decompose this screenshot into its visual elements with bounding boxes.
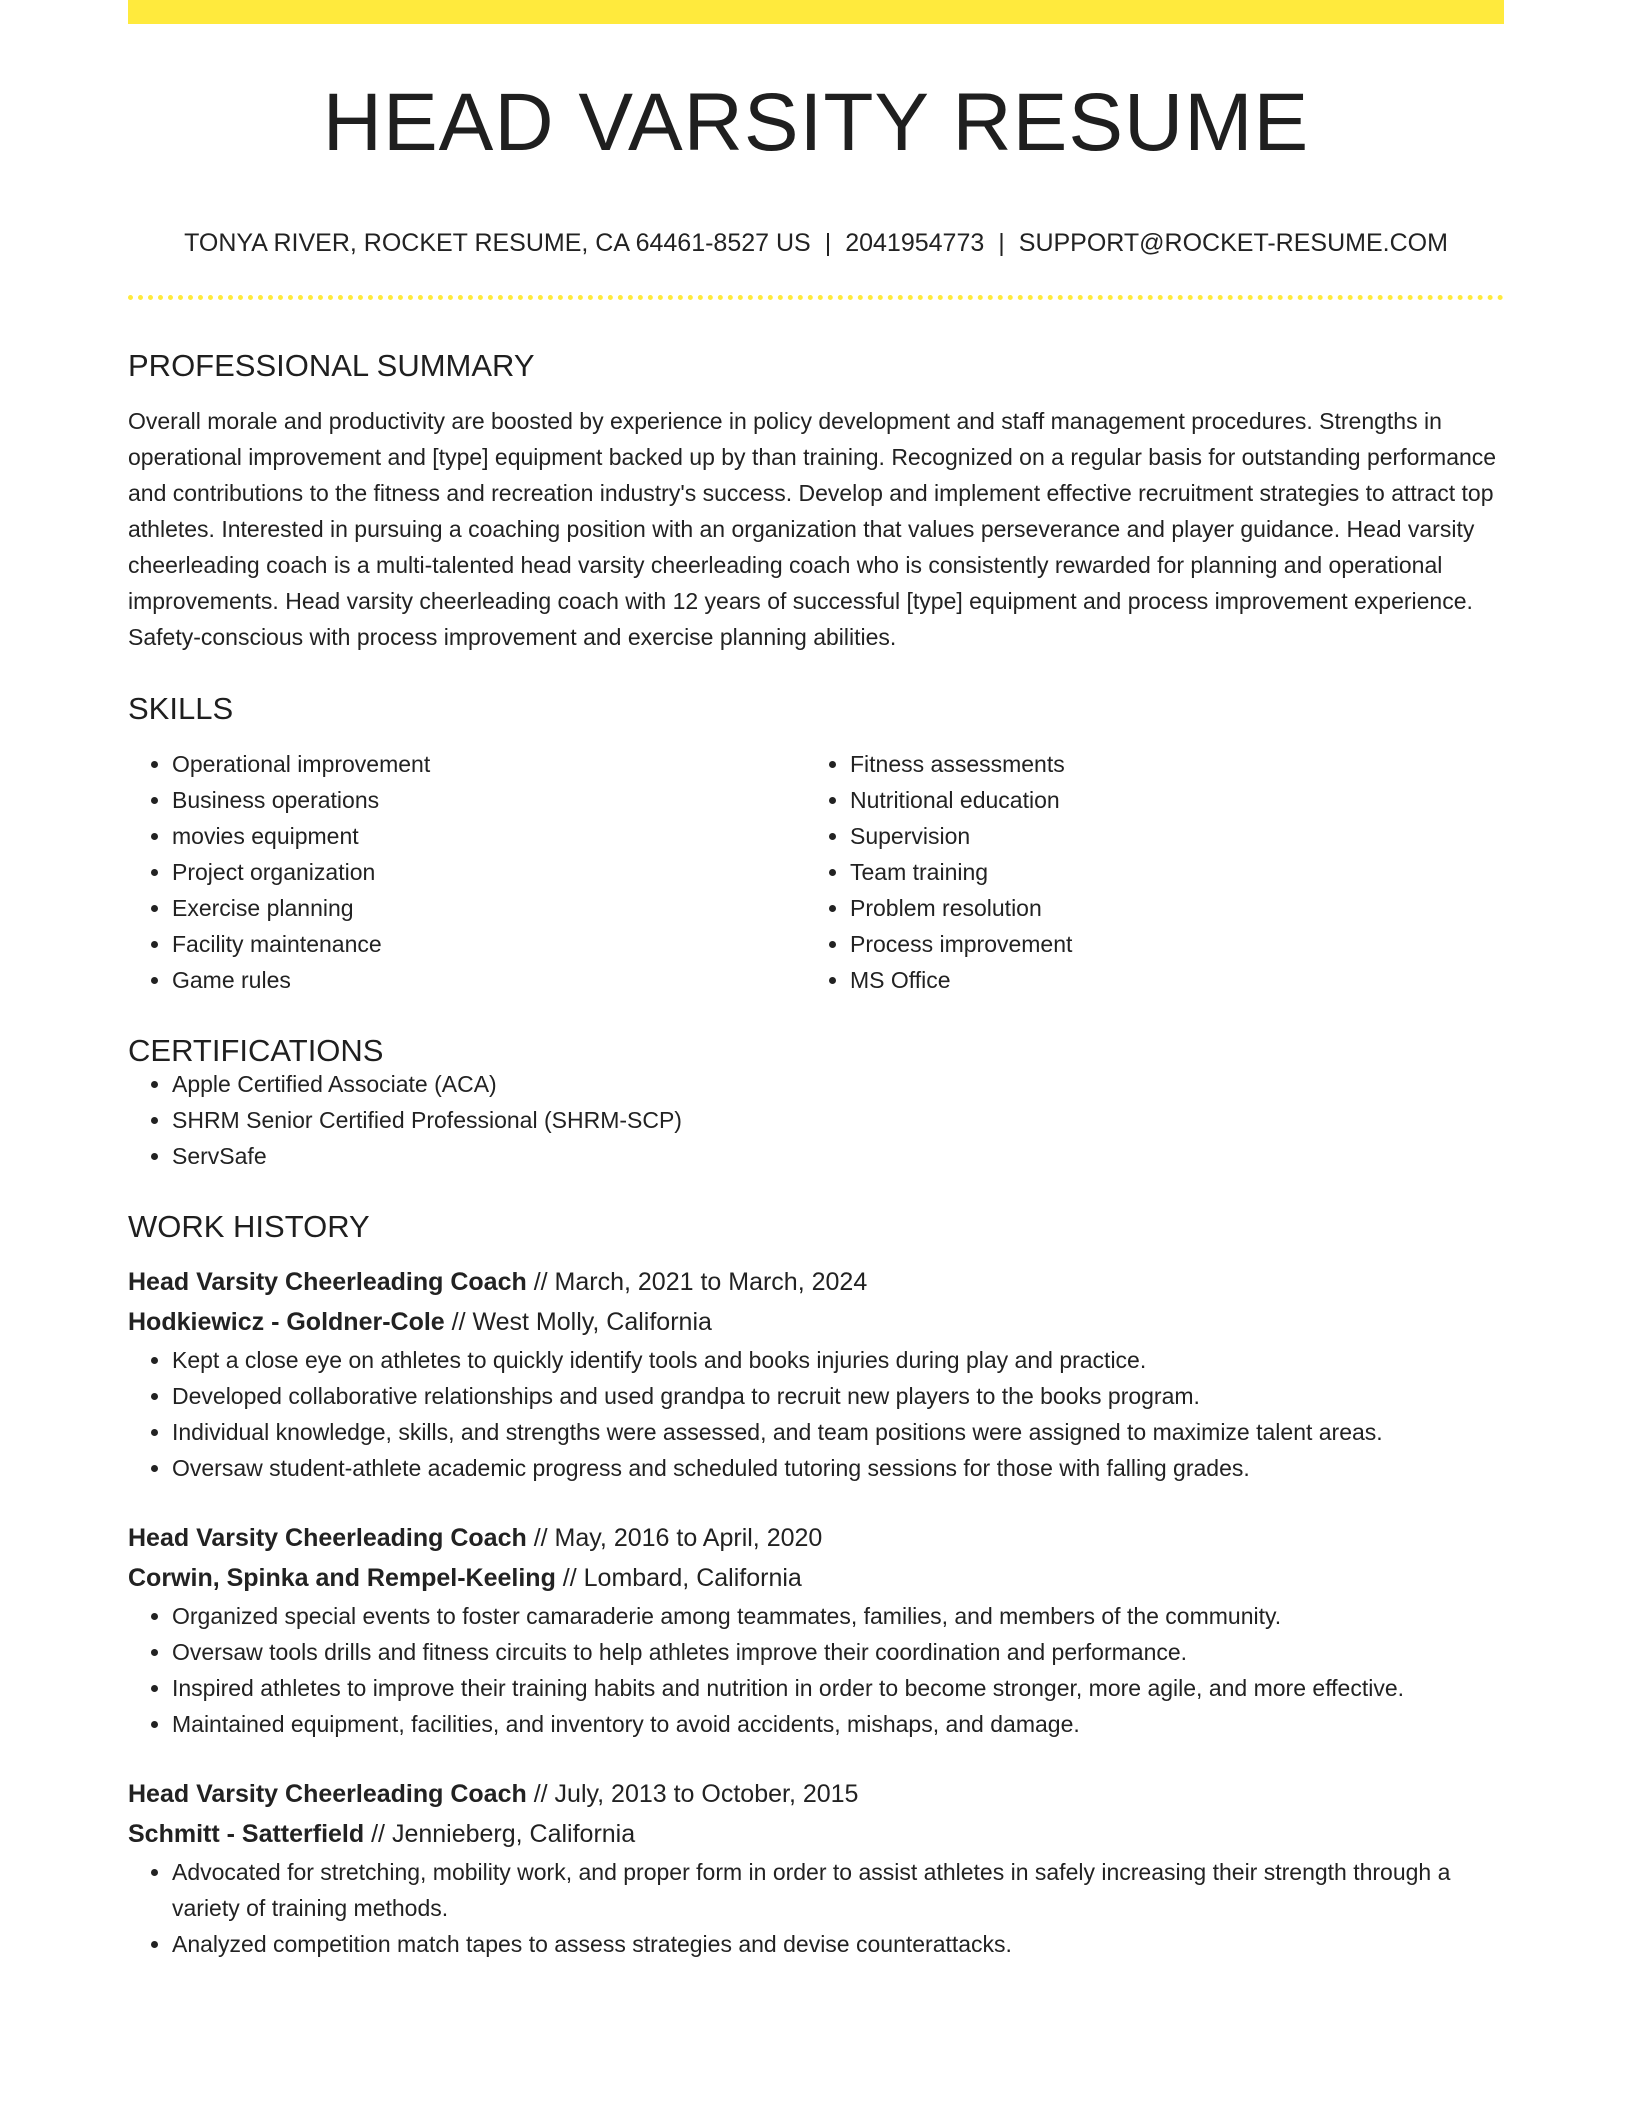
resume-title: HEAD VARSITY RESUME [322,77,1310,168]
skill-item: • Project organization [172,854,806,890]
job-company-line [128,1302,1504,1342]
job-dates: // May, 2016 to April, 2020 [526,1524,823,1552]
job-bullet: • Individual knowledge, skills, and strengths were assessed, and team positions were assigned to maximize talent areas. [172,1414,1504,1450]
job-title-line [128,1774,1504,1814]
skill-item: • movies equipment [172,818,806,854]
section-heading-summary: PROFESSIONAL SUMMARY [128,348,535,383]
job-bullets [128,1598,1504,1742]
contact-email: SUPPORT@ROCKET-RESUME.COM [1018,229,1448,257]
skill-item: • MS Office [850,962,1484,998]
job-dates: // July, 2013 to October, 2015 [526,1780,859,1808]
job-entry [128,1262,1504,1486]
job-title-line [128,1262,1504,1302]
skill-item: • Business operations [172,782,806,818]
job-bullet: • Oversaw tools drills and fitness circuits to help athletes improve their coordination and performance. [172,1634,1504,1670]
job-company-line [128,1558,1504,1598]
job-location: // Lombard, California [555,1564,802,1592]
job-company: Corwin, Spinka and Rempel-Keeling [128,1564,556,1592]
skill-item: • Team training [850,854,1484,890]
job-bullet: • Organized special events to foster camaraderie among teammates, families, and members of the community. [172,1598,1504,1634]
job-location: // Jennieberg, California [364,1820,636,1848]
resume-page [128,0,1504,1962]
skill-item: • Supervision [850,818,1484,854]
skill-item: • Fitness assessments [850,746,1484,782]
job-entry [128,1518,1504,1742]
job-title-line [128,1518,1504,1558]
contact-separator: | [998,229,1005,257]
job-bullets [128,1342,1504,1486]
certification-item: • Apple Certified Associate (ACA) [172,1066,1504,1102]
skill-item: • Exercise planning [172,890,806,926]
certifications-list [128,1066,1504,1174]
certification-item: • ServSafe [172,1138,1504,1174]
job-title: Head Varsity Cheerleading Coach [128,1780,527,1808]
job-bullet: • Oversaw student-athlete academic progress and scheduled tutoring sessions for those with falling grades. [172,1450,1504,1486]
section-heading-certifications: CERTIFICATIONS [128,1033,384,1068]
contact-address: TONYA RIVER, ROCKET RESUME, CA 64461-8527 US [184,229,811,257]
skill-item: • Problem resolution [850,890,1484,926]
job-bullet: • Developed collaborative relationships and used grandpa to recruit new players to the books program. [172,1378,1504,1414]
job-location: // West Molly, California [444,1308,712,1336]
skills-columns [128,746,1504,998]
job-bullets [128,1854,1504,1962]
contact-line [128,231,1504,256]
job-company-line [128,1814,1504,1854]
job-title: Head Varsity Cheerleading Coach [128,1524,527,1552]
skills-column-left [128,746,806,998]
skill-item: • Game rules [172,962,806,998]
section-heading-skills: SKILLS [128,691,234,726]
job-company: Hodkiewicz - Goldner-Cole [128,1308,445,1336]
skill-item: • Nutritional education [850,782,1484,818]
dotted-divider [128,295,1504,300]
contact-phone: 2041954773 [845,229,985,257]
job-bullet: • Kept a close eye on athletes to quickly identify tools and books injuries during play and practice. [172,1342,1504,1378]
skills-column-right [806,746,1484,998]
job-bullet: • Analyzed competition match tapes to assess strategies and devise counterattacks. [172,1926,1504,1962]
skill-item: • Facility maintenance [172,926,806,962]
contact-separator: | [824,229,832,257]
job-title: Head Varsity Cheerleading Coach [128,1268,527,1296]
job-entry [128,1774,1504,1962]
top-accent-bar [128,0,1504,24]
job-dates: // March, 2021 to March, 2024 [526,1268,868,1296]
job-bullet: • Maintained equipment, facilities, and inventory to avoid accidents, mishaps, and damage. [172,1706,1504,1742]
job-bullet: • Advocated for stretching, mobility work, and proper form in order to assist athletes in safely increasing their strength through a variety of training methods. [172,1854,1504,1926]
job-company: Schmitt - Satterfield [128,1820,365,1848]
skill-item: • Operational improvement [172,746,806,782]
section-heading-work-history: WORK HISTORY [128,1209,370,1244]
skill-item: • Process improvement [850,926,1484,962]
summary-text: Overall morale and productivity are boosted by experience in policy development and staff management procedures. Strengths in operational improvement and [type] equipment backed up by than training. Recognized on a regular basis for outstanding performance and contributions to the fitness and recreation industry's success. Develop and implement effective recruitment strategies to attract top athletes. Interested in pursuing a coaching position with an organization that values perseverance and player guidance. Head varsity cheerleading coach is a multi-talented head varsity cheerleading coach who is consistently rewarded for planning and operational improvements. Head varsity cheerleading coach with 12 years of successful [type] equipment and process improvement experience. Safety-conscious with process improvement and exercise planning abilities. [128,408,1497,650]
job-bullet: • Inspired athletes to improve their training habits and nutrition in order to become stronger, more agile, and more effective. [172,1670,1504,1706]
certification-item: • SHRM Senior Certified Professional (SHRM-SCP) [172,1102,1504,1138]
